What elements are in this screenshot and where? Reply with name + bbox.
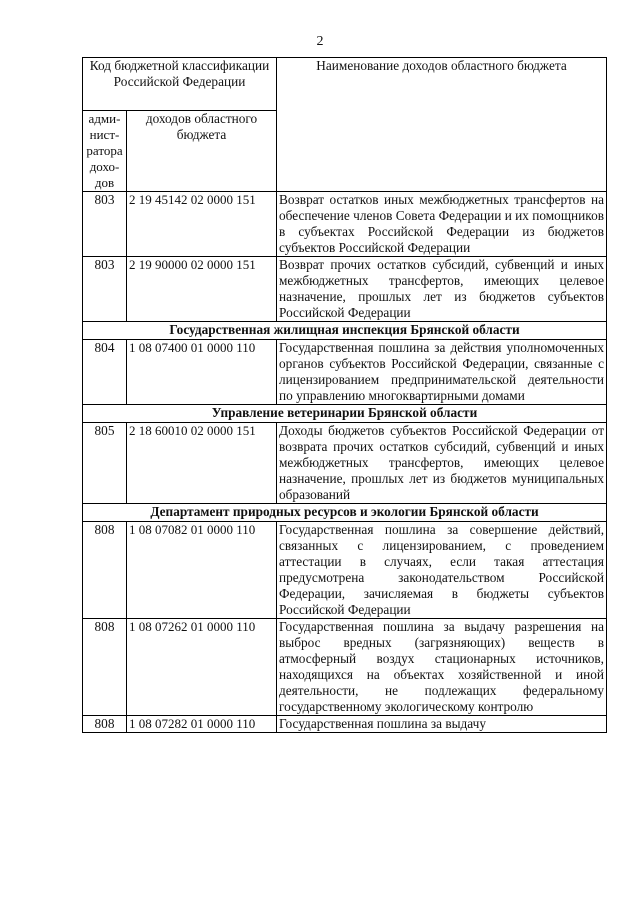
- header-income: доходов областного бюджета: [127, 111, 277, 192]
- table-row: [83, 423, 607, 504]
- income-description: Государственная пошлина за выдачу разрешения на выброс вредных (загрязняющих) веществ в атмосферный воздух стационарных источников, находящихся на объектах хозяйственной и иной деятельности, не подлежащих федеральному государственному экологическому контролю: [277, 619, 607, 716]
- income-code: 2 18 60010 02 0000 151: [127, 423, 277, 504]
- table-row: [83, 257, 607, 322]
- admin-code: 804: [83, 340, 127, 405]
- section-title: Департамент природных ресурсов и экологии Брянской области: [83, 504, 607, 522]
- header-name: Наименование доходов областного бюджета: [277, 58, 607, 192]
- income-description: Государственная пошлина за выдачу: [277, 716, 607, 733]
- income-description: Государственная пошлина за действия уполномоченных органов субъектов Российской Федерации, связанные с лицензированием предпринимательской деятельности по управлению многоквартирными домами: [277, 340, 607, 405]
- table-row: [83, 716, 607, 733]
- section-title: Государственная жилищная инспекция Брянской области: [83, 322, 607, 340]
- header-admin: адми-нист-ратора дохо-дов: [83, 111, 127, 192]
- section-row: [83, 504, 607, 522]
- income-description: Возврат остатков иных межбюджетных трансфертов на обеспечение членов Совета Федерации и их помощников в субъектах Российской Федерации из бюджетов субъектов Российской Федерации: [277, 192, 607, 257]
- page-number: 2: [316, 34, 324, 49]
- admin-code: 808: [83, 716, 127, 733]
- income-code: 1 08 07282 01 0000 110: [127, 716, 277, 733]
- admin-code: 803: [83, 192, 127, 257]
- admin-code: 808: [83, 522, 127, 619]
- table-row: [83, 340, 607, 405]
- income-description: Государственная пошлина за совершение действий, связанных с лицензированием, с проведением аттестации в случаях, если такая аттестация предусмотрена законодательством Российской Федерации, зачисляемая в бюджеты субъектов Российской Федерации: [277, 522, 607, 619]
- table-row: [83, 619, 607, 716]
- table-row: [83, 522, 607, 619]
- admin-code: 803: [83, 257, 127, 322]
- table-row: [83, 192, 607, 257]
- income-code: 1 08 07082 01 0000 110: [127, 522, 277, 619]
- budget-income-table: [82, 57, 607, 733]
- income-description: Доходы бюджетов субъектов Российской Федерации от возврата прочих остатков субсидий, субвенций и иных межбюджетных трансфертов, имеющих целевое назначение, прошлых лет из бюджетов муниципальных образований: [277, 423, 607, 504]
- income-code: 2 19 45142 02 0000 151: [127, 192, 277, 257]
- income-description: Возврат прочих остатков субсидий, субвенций и иных межбюджетных трансфертов, имеющих целевое назначение, прошлых лет из бюджетов субъектов Российской Федерации: [277, 257, 607, 322]
- admin-code: 805: [83, 423, 127, 504]
- header-kbk: Код бюджетной классификации Российской Федерации: [83, 58, 277, 111]
- header-row-top: [83, 58, 607, 111]
- income-code: 2 19 90000 02 0000 151: [127, 257, 277, 322]
- admin-code: 808: [83, 619, 127, 716]
- income-code: 1 08 07400 01 0000 110: [127, 340, 277, 405]
- income-code: 1 08 07262 01 0000 110: [127, 619, 277, 716]
- section-row: [83, 405, 607, 423]
- section-title: Управление ветеринарии Брянской области: [83, 405, 607, 423]
- section-row: [83, 322, 607, 340]
